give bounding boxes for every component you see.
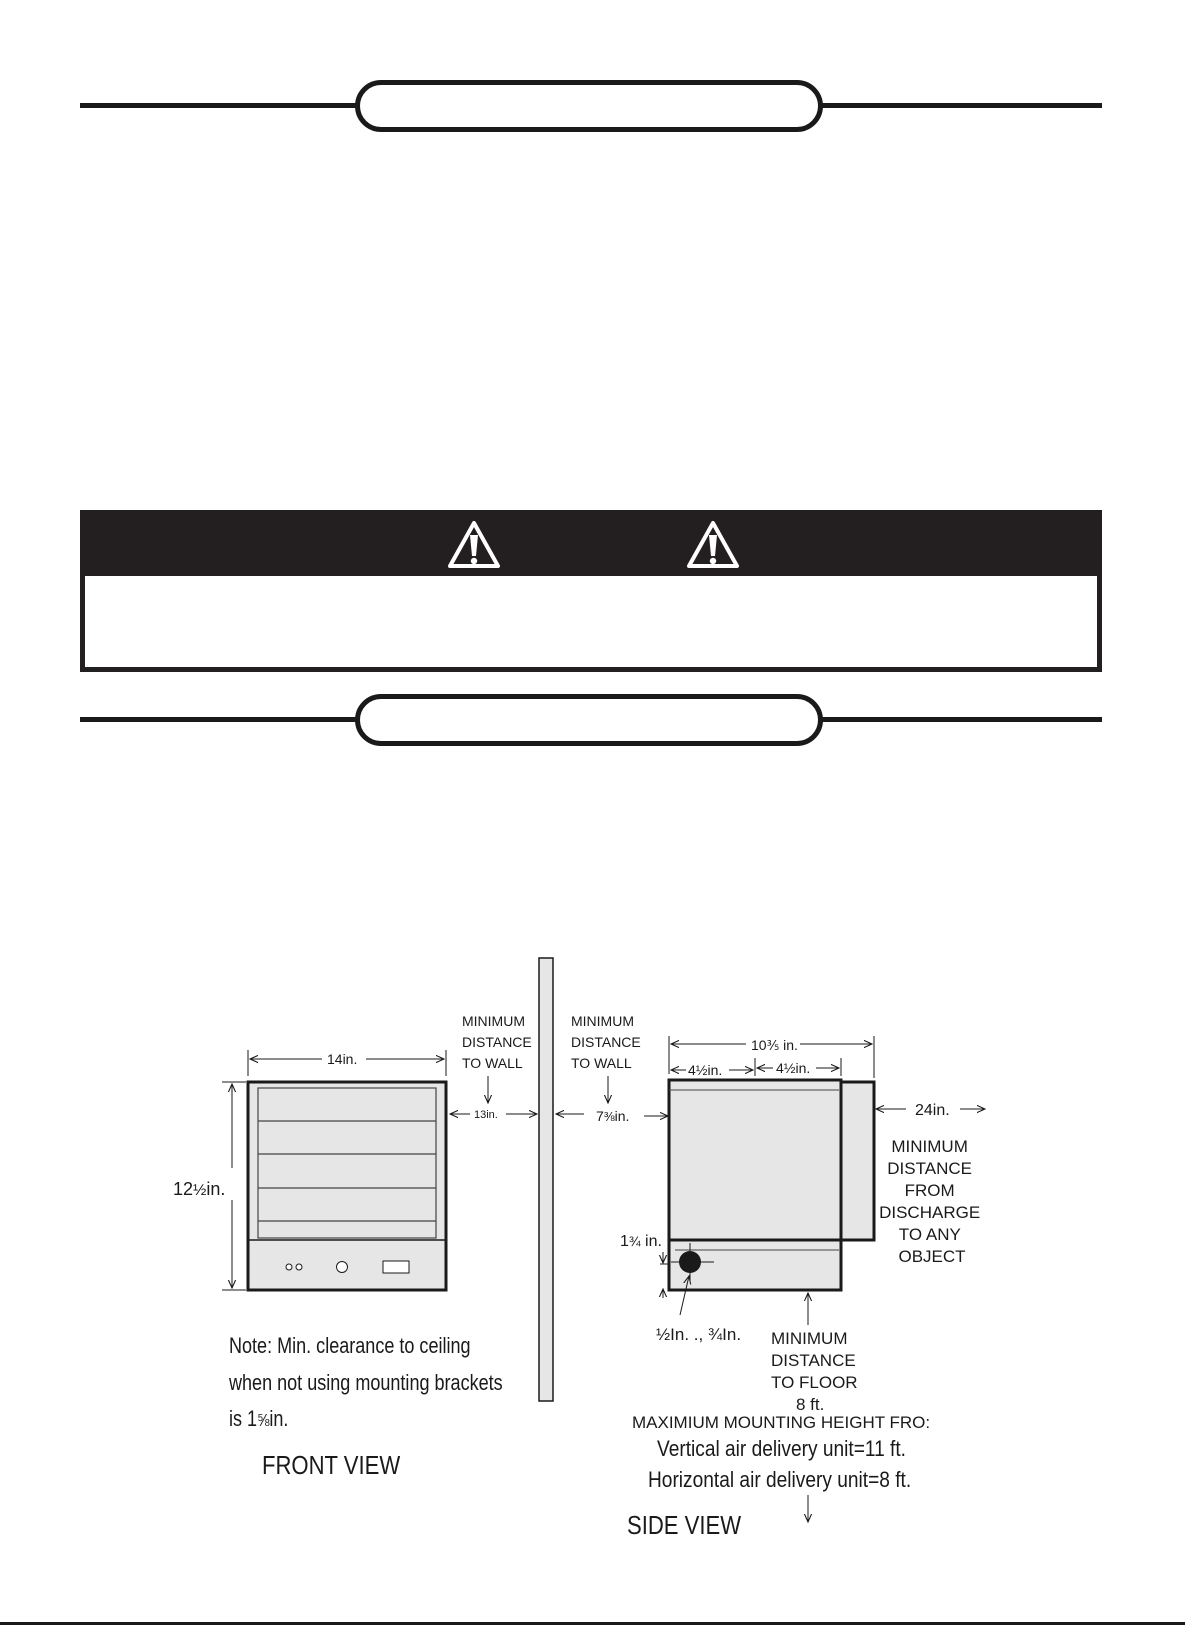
indicator-light-icon [286,1264,292,1270]
discharge-distance-label: MINIMUM DISTANCE FROM DISCHARGE TO ANY OBJECT [879,1137,981,1266]
power-switch-icon [383,1261,409,1273]
front-width-dimension: 14in. [327,1051,358,1067]
side-view-label: SIDE VIEW [627,1511,742,1541]
vertical-unit-height: Vertical air delivery unit=11 ft. [657,1436,907,1462]
thermostat-knob-icon [337,1262,348,1273]
page-bottom-rule [0,1622,1185,1625]
wall-distance-label-left: MINIMUM DISTANCE TO WALL [462,1013,532,1071]
horizontal-unit-height: Horizontal air delivery unit=8 ft. [648,1467,912,1493]
floor-distance-label: MINIMUM DISTANCE TO FLOOR 8 ft. [771,1329,858,1414]
wall-distance-right-dimension: 7⅜in. [596,1108,630,1124]
ceiling-note-line-1: Note: Min. clearance to ceiling [229,1334,471,1359]
side-half-width-left: 4½in. [688,1062,723,1078]
max-mounting-height-title: MAXIMIUM MOUNTING HEIGHT FRO: [632,1413,931,1432]
wall-distance-label-right: MINIMUM DISTANCE TO WALL [571,1013,641,1071]
discharge-distance-dimension: 24in. [915,1102,950,1119]
bottom-height-dimension: 1¾ in. [620,1233,662,1250]
side-total-width-dimension: 10⅗ in. [751,1037,798,1053]
mounting-hole-dimensions: ½In. ., ¾In. [656,1325,742,1344]
indicator-light-icon [296,1264,302,1270]
wall [539,958,553,1401]
side-half-width-right: 4½in. [776,1060,811,1076]
front-height-dimension: 12½in. [173,1179,226,1199]
ceiling-note-line-2: when not using mounting brackets [229,1371,503,1396]
side-view-heater [669,1080,874,1290]
front-view-heater [248,1082,446,1290]
front-view-label: FRONT VIEW [262,1451,401,1481]
ceiling-note-line-3: is 1⅝in. [229,1407,289,1432]
wall-distance-left-dimension: 13in. [474,1109,498,1121]
